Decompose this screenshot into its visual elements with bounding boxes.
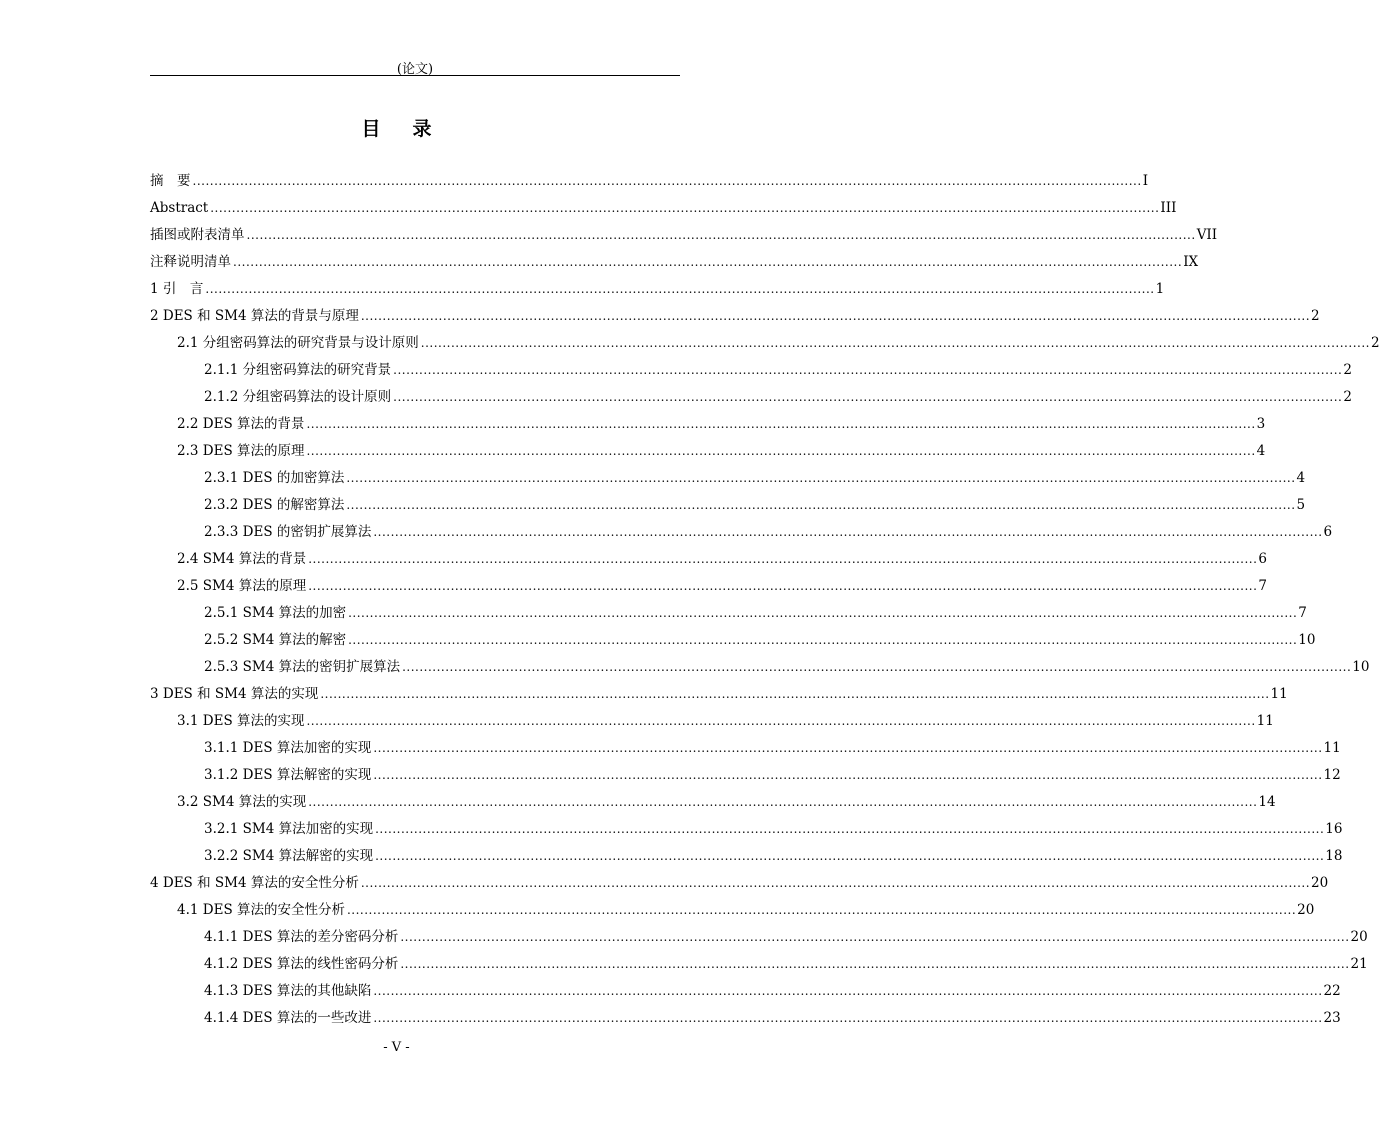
toc-entry-page: VII — [1196, 227, 1218, 243]
toc-entry-label: 2.3.1 DES 的加密算法 — [204, 470, 345, 486]
toc-entry[interactable] — [150, 816, 1343, 843]
toc-entry-page: III — [1160, 200, 1177, 216]
toc-entry-label: 2.5.2 SM4 算法的解密 — [204, 632, 347, 648]
toc-entry-page: 10 — [1298, 632, 1316, 648]
toc-entry[interactable] — [150, 519, 1333, 546]
toc-entry-label: 3.2 SM4 算法的实现 — [177, 794, 307, 810]
toc-entry[interactable] — [150, 573, 1267, 600]
toc-entry[interactable] — [150, 708, 1274, 735]
toc-dot-leader: ............................................................................................................................................................................................................................ — [308, 795, 1258, 809]
toc-dot-leader: ............................................................................................................................................................................................................................ — [346, 903, 1297, 917]
toc-dot-leader: ............................................................................................................................................................................................................................ — [348, 633, 1298, 647]
toc-dot-leader: ............................................................................................................................................................................................................................ — [375, 849, 1325, 863]
toc-entry-label: 1 引 言 — [150, 281, 204, 297]
toc-entry-label: 2.4 SM4 算法的背景 — [177, 551, 307, 567]
toc-entry-page: 14 — [1258, 794, 1276, 810]
toc-entry[interactable] — [150, 303, 1320, 330]
toc-entry-page: 2 — [1370, 335, 1380, 351]
toc-dot-leader: ............................................................................................................................................................................................................................ — [348, 606, 1298, 620]
toc-dot-leader: ............................................................................................................................................................................................................................ — [373, 525, 1323, 539]
toc-entry-label: 3.2.2 SM4 算法解密的实现 — [204, 848, 374, 864]
toc-dot-leader: ............................................................................................................................................................................................................................ — [360, 876, 1311, 890]
toc-entry[interactable] — [150, 411, 1266, 438]
toc-entry[interactable] — [150, 195, 1177, 222]
toc-entry-label: 4.1.3 DES 算法的其他缺陷 — [204, 983, 372, 999]
toc-dot-leader: ............................................................................................................................................................................................................................ — [373, 1011, 1323, 1025]
toc-dot-leader: ............................................................................................................................................................................................................................ — [306, 417, 1256, 431]
toc-dot-leader: ............................................................................................................................................................................................................................ — [308, 579, 1258, 593]
toc-dot-leader: ............................................................................................................................................................................................................................ — [192, 174, 1142, 188]
toc-entry-page: 11 — [1270, 686, 1288, 702]
toc-entry-label: 摘 要 — [150, 173, 191, 189]
toc-entry[interactable] — [150, 843, 1343, 870]
toc-entry-label: 4.1.4 DES 算法的一些改进 — [204, 1010, 372, 1026]
toc-entry[interactable] — [150, 897, 1315, 924]
toc-entry[interactable] — [150, 330, 1380, 357]
toc-dot-leader: ............................................................................................................................................................................................................................ — [373, 984, 1323, 998]
toc-entry[interactable] — [150, 438, 1266, 465]
toc-dot-leader: ............................................................................................................................................................................................................................ — [346, 471, 1296, 485]
toc-entry[interactable] — [150, 627, 1316, 654]
toc-entry-page: 6 — [1323, 524, 1333, 540]
toc-entry-label: 2.3.2 DES 的解密算法 — [204, 497, 345, 513]
toc-entry-page: 20 — [1311, 875, 1329, 891]
toc-entry[interactable] — [150, 465, 1306, 492]
toc-entry[interactable] — [150, 600, 1307, 627]
toc-entry-label: 4.1.2 DES 算法的线性密码分析 — [204, 956, 399, 972]
toc-entry-label: 3.1.2 DES 算法解密的实现 — [204, 767, 372, 783]
toc-entry[interactable] — [150, 168, 1149, 195]
toc-entry-label: 2.2 DES 算法的背景 — [177, 416, 305, 432]
toc-entry-label: 2.1.2 分组密码算法的设计原则 — [204, 389, 392, 405]
toc-entry-page: 21 — [1350, 956, 1368, 972]
toc-entry-page: 7 — [1298, 605, 1307, 621]
toc-dot-leader: ............................................................................................................................................................................................................................ — [246, 228, 1196, 242]
toc-entry-label: 2.5.3 SM4 算法的密钥扩展算法 — [204, 659, 401, 675]
toc-dot-leader: ............................................................................................................................................................................................................................ — [373, 741, 1323, 755]
toc-entry-label: 2.3.3 DES 的密钥扩展算法 — [204, 524, 372, 540]
toc-entry[interactable] — [150, 1005, 1341, 1032]
toc-dot-leader: ............................................................................................................................................................................................................................ — [346, 498, 1296, 512]
toc-dot-leader: ............................................................................................................................................................................................................................ — [306, 444, 1256, 458]
toc-title-part1: 目 — [361, 118, 381, 140]
toc-entry-label: 插图或附表清单 — [150, 227, 245, 243]
toc-entry-label: 3 DES 和 SM4 算法的实现 — [150, 686, 319, 702]
toc-entry-page: 20 — [1350, 929, 1368, 945]
toc-dot-leader: ............................................................................................................................................................................................................................ — [373, 768, 1323, 782]
toc-entry[interactable] — [150, 276, 1165, 303]
toc-entry[interactable] — [150, 951, 1368, 978]
toc-entry-page: IX — [1183, 254, 1199, 270]
toc-entry-label: 3.1 DES 算法的实现 — [177, 713, 305, 729]
toc-entry[interactable] — [150, 654, 1370, 681]
toc-entry-page: 23 — [1323, 1010, 1341, 1026]
toc-dot-leader: ............................................................................................................................................................................................................................ — [402, 660, 1352, 674]
header-rule — [150, 75, 680, 76]
toc-entry-label: 3.2.1 SM4 算法加密的实现 — [204, 821, 374, 837]
table-of-contents — [150, 168, 1380, 1032]
toc-entry-page: 22 — [1323, 983, 1341, 999]
toc-entry-label: 2.1.1 分组密码算法的研究背景 — [204, 362, 392, 378]
toc-entry[interactable] — [150, 681, 1288, 708]
toc-entry-page: 20 — [1297, 902, 1315, 918]
toc-entry-page: 12 — [1323, 767, 1341, 783]
toc-entry-page: 16 — [1325, 821, 1343, 837]
page-number: - V - — [383, 1040, 410, 1055]
toc-entry-page: 7 — [1258, 578, 1267, 594]
toc-dot-leader: ............................................................................................................................................................................................................................ — [360, 309, 1311, 323]
toc-entry-page: 5 — [1296, 497, 1306, 513]
toc-entry-page: I — [1142, 173, 1149, 189]
toc-entry[interactable] — [150, 357, 1352, 384]
toc-dot-leader: ............................................................................................................................................................................................................................ — [400, 957, 1350, 971]
toc-entry-page: 11 — [1323, 740, 1341, 756]
toc-entry[interactable] — [150, 222, 1218, 249]
toc-entry-page: 10 — [1352, 659, 1370, 675]
toc-entry-page: 18 — [1325, 848, 1343, 864]
toc-entry-label: 2.3 DES 算法的原理 — [177, 443, 305, 459]
toc-entry-page: 4 — [1296, 470, 1306, 486]
toc-entry[interactable] — [150, 762, 1341, 789]
toc-entry[interactable] — [150, 870, 1329, 897]
toc-entry-page: 6 — [1258, 551, 1267, 567]
toc-dot-leader: ............................................................................................................................................................................................................................ — [233, 255, 1183, 269]
toc-entry-page: 2 — [1311, 308, 1320, 324]
toc-entry-label: 注释说明清单 — [150, 254, 231, 270]
toc-title — [0, 114, 793, 141]
toc-dot-leader: ............................................................................................................................................................................................................................ — [210, 201, 1160, 215]
toc-dot-leader: ............................................................................................................................................................................................................................ — [393, 390, 1343, 404]
toc-entry-page: 3 — [1256, 416, 1266, 432]
toc-dot-leader: ............................................................................................................................................................................................................................ — [400, 930, 1350, 944]
toc-entry-label: 4 DES 和 SM4 算法的安全性分析 — [150, 875, 359, 891]
toc-dot-leader: ............................................................................................................................................................................................................................ — [420, 336, 1370, 350]
toc-dot-leader: ............................................................................................................................................................................................................................ — [308, 552, 1258, 566]
toc-dot-leader: ............................................................................................................................................................................................................................ — [306, 714, 1256, 728]
toc-entry[interactable] — [150, 546, 1267, 573]
toc-entry-page: 2 — [1343, 389, 1352, 405]
toc-entry[interactable] — [150, 384, 1352, 411]
page-header: (论文) — [396, 62, 434, 77]
toc-entry[interactable] — [150, 735, 1341, 762]
toc-entry-label: 2.5 SM4 算法的原理 — [177, 578, 307, 594]
toc-entry-label: 3.1.1 DES 算法加密的实现 — [204, 740, 372, 756]
toc-entry-label: 2.1 分组密码算法的研究背景与设计原则 — [177, 335, 419, 351]
toc-entry-label: 4.1 DES 算法的安全性分析 — [177, 902, 345, 918]
toc-title-part2: 录 — [412, 118, 432, 140]
toc-entry[interactable] — [150, 492, 1306, 519]
toc-entry-page: 2 — [1343, 362, 1352, 378]
toc-entry-label: Abstract — [150, 200, 209, 216]
toc-entry[interactable] — [150, 978, 1341, 1005]
toc-entry-page: 11 — [1256, 713, 1274, 729]
toc-entry[interactable] — [150, 249, 1199, 276]
toc-entry-label: 4.1.1 DES 算法的差分密码分析 — [204, 929, 399, 945]
toc-dot-leader: ............................................................................................................................................................................................................................ — [320, 687, 1270, 701]
toc-dot-leader: ............................................................................................................................................................................................................................ — [205, 282, 1155, 296]
toc-dot-leader: ............................................................................................................................................................................................................................ — [393, 363, 1343, 377]
toc-dot-leader: ............................................................................................................................................................................................................................ — [375, 822, 1325, 836]
toc-entry-label: 2.5.1 SM4 算法的加密 — [204, 605, 347, 621]
toc-entry[interactable] — [150, 924, 1368, 951]
toc-entry-page: 1 — [1155, 281, 1165, 297]
toc-entry-page: 4 — [1256, 443, 1266, 459]
toc-entry-label: 2 DES 和 SM4 算法的背景与原理 — [150, 308, 359, 324]
toc-entry[interactable] — [150, 789, 1276, 816]
